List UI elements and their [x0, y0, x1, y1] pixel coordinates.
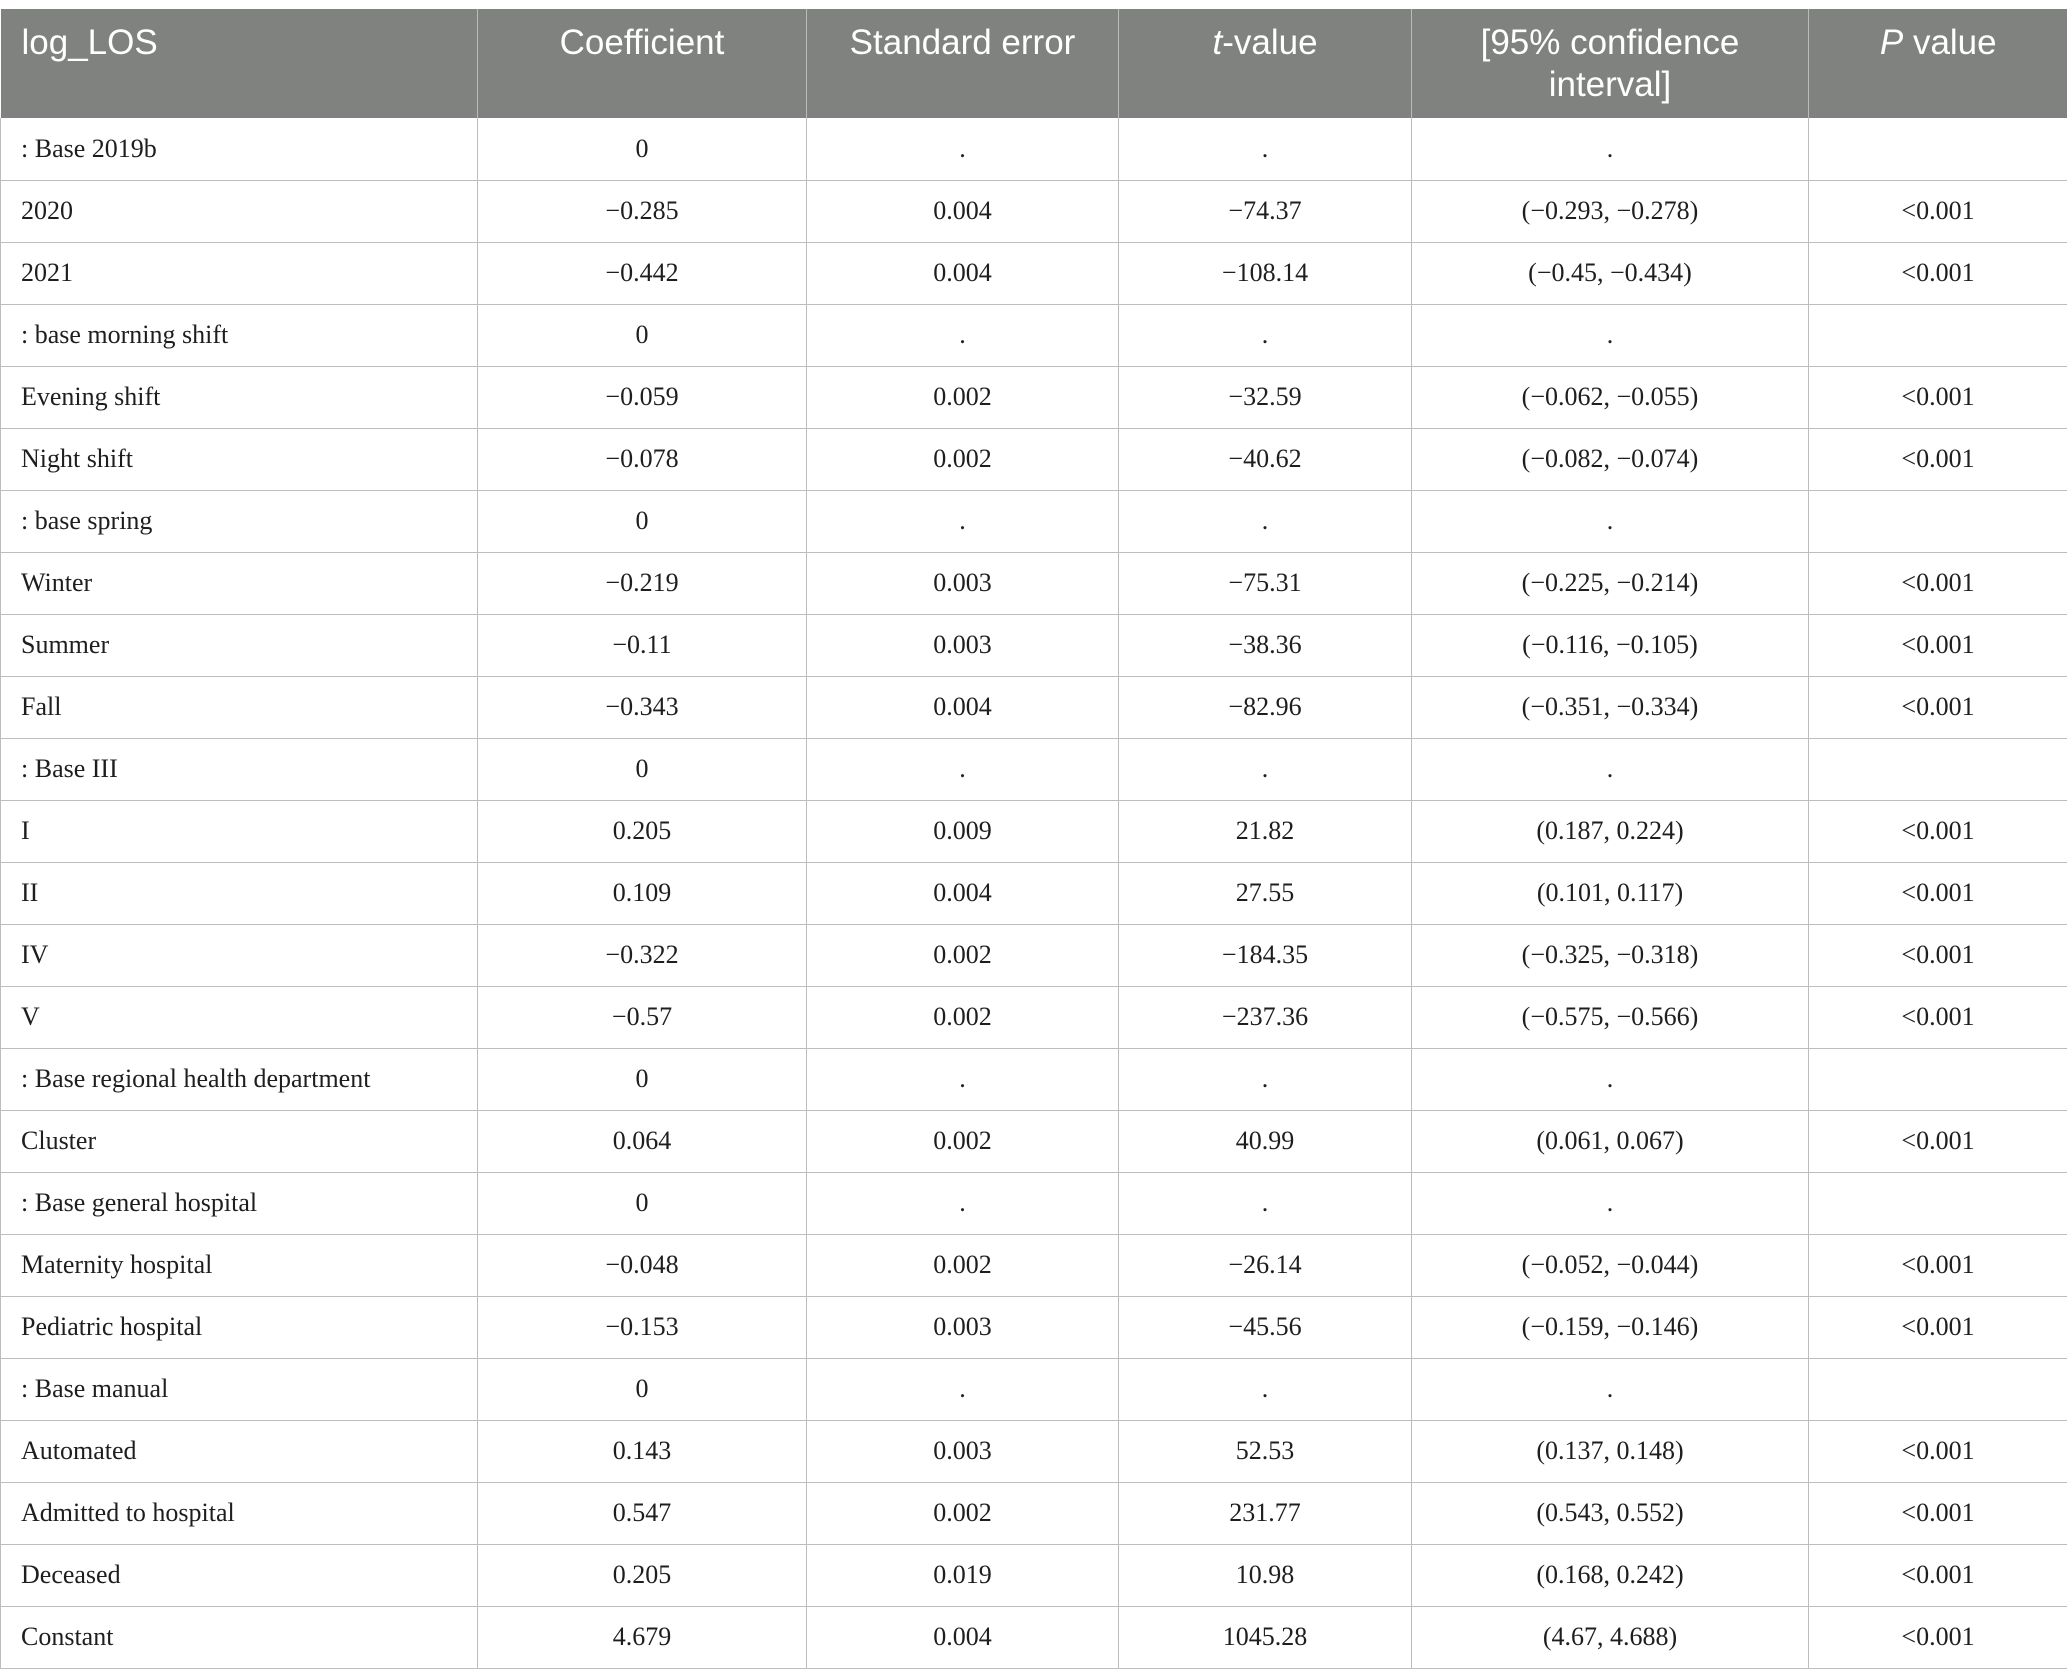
- table-row: [1, 924, 2067, 986]
- cell-t-value: 40.99: [1119, 1110, 1412, 1172]
- cell-standard-error: 0.002: [807, 366, 1119, 428]
- cell-t-value: .: [1119, 1172, 1412, 1234]
- cell-coefficient: 0.205: [478, 800, 807, 862]
- cell-p-value: <0.001: [1809, 1420, 2067, 1482]
- cell-standard-error: 0.004: [807, 180, 1119, 242]
- cell-p-value: <0.001: [1809, 1234, 2067, 1296]
- cell-confidence-interval: (0.168, 0.242): [1412, 1544, 1809, 1606]
- cell-variable: 2020: [1, 180, 478, 242]
- table-row: [1, 1048, 2067, 1110]
- header-variable: log_LOS: [1, 9, 478, 118]
- cell-p-value: <0.001: [1809, 800, 2067, 862]
- table-row: [1, 1606, 2067, 1668]
- table-row: [1, 1358, 2067, 1420]
- cell-standard-error: 0.003: [807, 1296, 1119, 1358]
- cell-coefficient: 4.679: [478, 1606, 807, 1668]
- table-row: [1, 366, 2067, 428]
- cell-coefficient: 0: [478, 304, 807, 366]
- cell-standard-error: .: [807, 1048, 1119, 1110]
- cell-t-value: 52.53: [1119, 1420, 1412, 1482]
- cell-standard-error: .: [807, 304, 1119, 366]
- cell-t-value: −26.14: [1119, 1234, 1412, 1296]
- cell-p-value: <0.001: [1809, 1110, 2067, 1172]
- header-standard-error: Standard error: [807, 9, 1119, 118]
- cell-t-value: .: [1119, 118, 1412, 180]
- cell-t-value: 231.77: [1119, 1482, 1412, 1544]
- cell-variable: Fall: [1, 676, 478, 738]
- cell-standard-error: .: [807, 738, 1119, 800]
- cell-t-value: −184.35: [1119, 924, 1412, 986]
- table-row: [1, 428, 2067, 490]
- cell-standard-error: 0.009: [807, 800, 1119, 862]
- cell-variable: V: [1, 986, 478, 1048]
- cell-t-value: .: [1119, 304, 1412, 366]
- cell-confidence-interval: .: [1412, 118, 1809, 180]
- cell-coefficient: −0.219: [478, 552, 807, 614]
- cell-confidence-interval: (−0.052, −0.044): [1412, 1234, 1809, 1296]
- cell-variable: Deceased: [1, 1544, 478, 1606]
- table-row: [1, 1544, 2067, 1606]
- header-t-value: [1119, 9, 1412, 118]
- cell-p-value: [1809, 490, 2067, 552]
- cell-t-value: −82.96: [1119, 676, 1412, 738]
- cell-p-value: [1809, 738, 2067, 800]
- header-t-value-italic: t: [1212, 23, 1223, 62]
- cell-p-value: <0.001: [1809, 614, 2067, 676]
- cell-t-value: −237.36: [1119, 986, 1412, 1048]
- cell-variable: Winter: [1, 552, 478, 614]
- cell-p-value: <0.001: [1809, 676, 2067, 738]
- cell-coefficient: −0.078: [478, 428, 807, 490]
- cell-confidence-interval: (−0.293, −0.278): [1412, 180, 1809, 242]
- cell-p-value: <0.001: [1809, 1606, 2067, 1668]
- cell-coefficient: −0.57: [478, 986, 807, 1048]
- cell-t-value: .: [1119, 1358, 1412, 1420]
- cell-t-value: .: [1119, 1048, 1412, 1110]
- cell-coefficient: −0.285: [478, 180, 807, 242]
- cell-standard-error: 0.002: [807, 986, 1119, 1048]
- cell-p-value: <0.001: [1809, 862, 2067, 924]
- cell-confidence-interval: .: [1412, 490, 1809, 552]
- cell-confidence-interval: (0.137, 0.148): [1412, 1420, 1809, 1482]
- table-row: [1, 1172, 2067, 1234]
- cell-confidence-interval: (−0.062, −0.055): [1412, 366, 1809, 428]
- cell-t-value: −45.56: [1119, 1296, 1412, 1358]
- cell-coefficient: −0.059: [478, 366, 807, 428]
- cell-variable: : base spring: [1, 490, 478, 552]
- table-row: [1, 118, 2067, 180]
- table-row: [1, 862, 2067, 924]
- cell-variable: : Base manual: [1, 1358, 478, 1420]
- cell-standard-error: 0.003: [807, 614, 1119, 676]
- table-row: [1, 552, 2067, 614]
- cell-variable: Automated: [1, 1420, 478, 1482]
- header-confidence-interval: [95% confidence interval]: [1412, 9, 1809, 118]
- cell-standard-error: 0.004: [807, 242, 1119, 304]
- header-row: [1, 9, 2067, 118]
- table-row: [1, 1482, 2067, 1544]
- cell-confidence-interval: (0.543, 0.552): [1412, 1482, 1809, 1544]
- cell-coefficient: −0.442: [478, 242, 807, 304]
- table-row: [1, 490, 2067, 552]
- cell-p-value: <0.001: [1809, 1482, 2067, 1544]
- cell-coefficient: 0.064: [478, 1110, 807, 1172]
- cell-coefficient: 0: [478, 1172, 807, 1234]
- cell-variable: : Base 2019b: [1, 118, 478, 180]
- cell-variable: : Base general hospital: [1, 1172, 478, 1234]
- cell-coefficient: 0: [478, 490, 807, 552]
- cell-p-value: [1809, 1172, 2067, 1234]
- cell-p-value: <0.001: [1809, 986, 2067, 1048]
- cell-t-value: 10.98: [1119, 1544, 1412, 1606]
- cell-coefficient: 0.143: [478, 1420, 807, 1482]
- cell-variable: : Base regional health department: [1, 1048, 478, 1110]
- cell-p-value: <0.001: [1809, 924, 2067, 986]
- cell-coefficient: 0.547: [478, 1482, 807, 1544]
- cell-standard-error: 0.002: [807, 1110, 1119, 1172]
- cell-variable: : Base III: [1, 738, 478, 800]
- cell-standard-error: 0.002: [807, 428, 1119, 490]
- cell-confidence-interval: (−0.225, −0.214): [1412, 552, 1809, 614]
- cell-standard-error: 0.004: [807, 862, 1119, 924]
- cell-t-value: −38.36: [1119, 614, 1412, 676]
- cell-standard-error: 0.002: [807, 924, 1119, 986]
- cell-p-value: [1809, 1358, 2067, 1420]
- cell-t-value: −32.59: [1119, 366, 1412, 428]
- table-row: [1, 676, 2067, 738]
- cell-variable: Cluster: [1, 1110, 478, 1172]
- cell-p-value: [1809, 1048, 2067, 1110]
- cell-coefficient: −0.153: [478, 1296, 807, 1358]
- cell-confidence-interval: (−0.082, −0.074): [1412, 428, 1809, 490]
- table-row: [1, 242, 2067, 304]
- cell-confidence-interval: (−0.575, −0.566): [1412, 986, 1809, 1048]
- cell-variable: Evening shift: [1, 366, 478, 428]
- table-row: [1, 614, 2067, 676]
- header-p-value: [1809, 9, 2067, 118]
- cell-confidence-interval: (4.67, 4.688): [1412, 1606, 1809, 1668]
- table-row: [1, 1296, 2067, 1358]
- cell-coefficient: 0.205: [478, 1544, 807, 1606]
- cell-confidence-interval: (−0.159, −0.146): [1412, 1296, 1809, 1358]
- cell-standard-error: 0.002: [807, 1482, 1119, 1544]
- cell-variable: Constant: [1, 1606, 478, 1668]
- cell-confidence-interval: (−0.351, −0.334): [1412, 676, 1809, 738]
- cell-coefficient: −0.343: [478, 676, 807, 738]
- cell-confidence-interval: (0.061, 0.067): [1412, 1110, 1809, 1172]
- table-row: [1, 800, 2067, 862]
- cell-p-value: <0.001: [1809, 1544, 2067, 1606]
- regression-table: [0, 9, 2067, 1669]
- cell-coefficient: −0.048: [478, 1234, 807, 1296]
- cell-variable: Summer: [1, 614, 478, 676]
- cell-coefficient: −0.11: [478, 614, 807, 676]
- cell-p-value: <0.001: [1809, 366, 2067, 428]
- cell-confidence-interval: .: [1412, 1048, 1809, 1110]
- cell-coefficient: 0: [478, 738, 807, 800]
- cell-confidence-interval: .: [1412, 738, 1809, 800]
- cell-variable: Maternity hospital: [1, 1234, 478, 1296]
- cell-confidence-interval: (−0.325, −0.318): [1412, 924, 1809, 986]
- header-p-value-italic: P: [1879, 23, 1904, 62]
- cell-p-value: <0.001: [1809, 242, 2067, 304]
- cell-confidence-interval: .: [1412, 1358, 1809, 1420]
- cell-standard-error: 0.002: [807, 1234, 1119, 1296]
- cell-confidence-interval: .: [1412, 1172, 1809, 1234]
- cell-p-value: <0.001: [1809, 552, 2067, 614]
- cell-standard-error: .: [807, 490, 1119, 552]
- cell-standard-error: 0.004: [807, 1606, 1119, 1668]
- cell-variable: II: [1, 862, 478, 924]
- cell-t-value: .: [1119, 738, 1412, 800]
- cell-coefficient: 0: [478, 1048, 807, 1110]
- cell-t-value: −74.37: [1119, 180, 1412, 242]
- cell-t-value: 27.55: [1119, 862, 1412, 924]
- table-row: [1, 180, 2067, 242]
- cell-confidence-interval: (0.187, 0.224): [1412, 800, 1809, 862]
- cell-t-value: 21.82: [1119, 800, 1412, 862]
- cell-p-value: <0.001: [1809, 180, 2067, 242]
- cell-coefficient: −0.322: [478, 924, 807, 986]
- table-row: [1, 986, 2067, 1048]
- cell-p-value: <0.001: [1809, 428, 2067, 490]
- cell-p-value: [1809, 304, 2067, 366]
- cell-variable: IV: [1, 924, 478, 986]
- cell-standard-error: 0.019: [807, 1544, 1119, 1606]
- cell-coefficient: 0.109: [478, 862, 807, 924]
- regression-table-container: [0, 9, 2067, 1669]
- cell-t-value: .: [1119, 490, 1412, 552]
- cell-variable: Pediatric hospital: [1, 1296, 478, 1358]
- cell-variable: 2021: [1, 242, 478, 304]
- cell-standard-error: .: [807, 118, 1119, 180]
- header-t-value-rest: -value: [1222, 23, 1318, 62]
- cell-t-value: −40.62: [1119, 428, 1412, 490]
- cell-confidence-interval: (−0.45, −0.434): [1412, 242, 1809, 304]
- cell-standard-error: 0.003: [807, 552, 1119, 614]
- cell-coefficient: 0: [478, 1358, 807, 1420]
- table-row: [1, 738, 2067, 800]
- cell-variable: : base morning shift: [1, 304, 478, 366]
- cell-confidence-interval: (0.101, 0.117): [1412, 862, 1809, 924]
- cell-confidence-interval: .: [1412, 304, 1809, 366]
- cell-variable: I: [1, 800, 478, 862]
- cell-standard-error: .: [807, 1358, 1119, 1420]
- cell-variable: Admitted to hospital: [1, 1482, 478, 1544]
- header-p-value-rest: value: [1903, 23, 1997, 62]
- cell-standard-error: .: [807, 1172, 1119, 1234]
- cell-variable: Night shift: [1, 428, 478, 490]
- cell-p-value: <0.001: [1809, 1296, 2067, 1358]
- cell-p-value: [1809, 118, 2067, 180]
- cell-t-value: −75.31: [1119, 552, 1412, 614]
- table-row: [1, 1110, 2067, 1172]
- table-body: [1, 118, 2067, 1668]
- cell-standard-error: 0.004: [807, 676, 1119, 738]
- table-row: [1, 1420, 2067, 1482]
- cell-t-value: −108.14: [1119, 242, 1412, 304]
- table-row: [1, 1234, 2067, 1296]
- cell-t-value: 1045.28: [1119, 1606, 1412, 1668]
- table-row: [1, 304, 2067, 366]
- cell-confidence-interval: (−0.116, −0.105): [1412, 614, 1809, 676]
- table-header: [1, 9, 2067, 118]
- cell-coefficient: 0: [478, 118, 807, 180]
- header-coefficient: Coefficient: [478, 9, 807, 118]
- cell-standard-error: 0.003: [807, 1420, 1119, 1482]
